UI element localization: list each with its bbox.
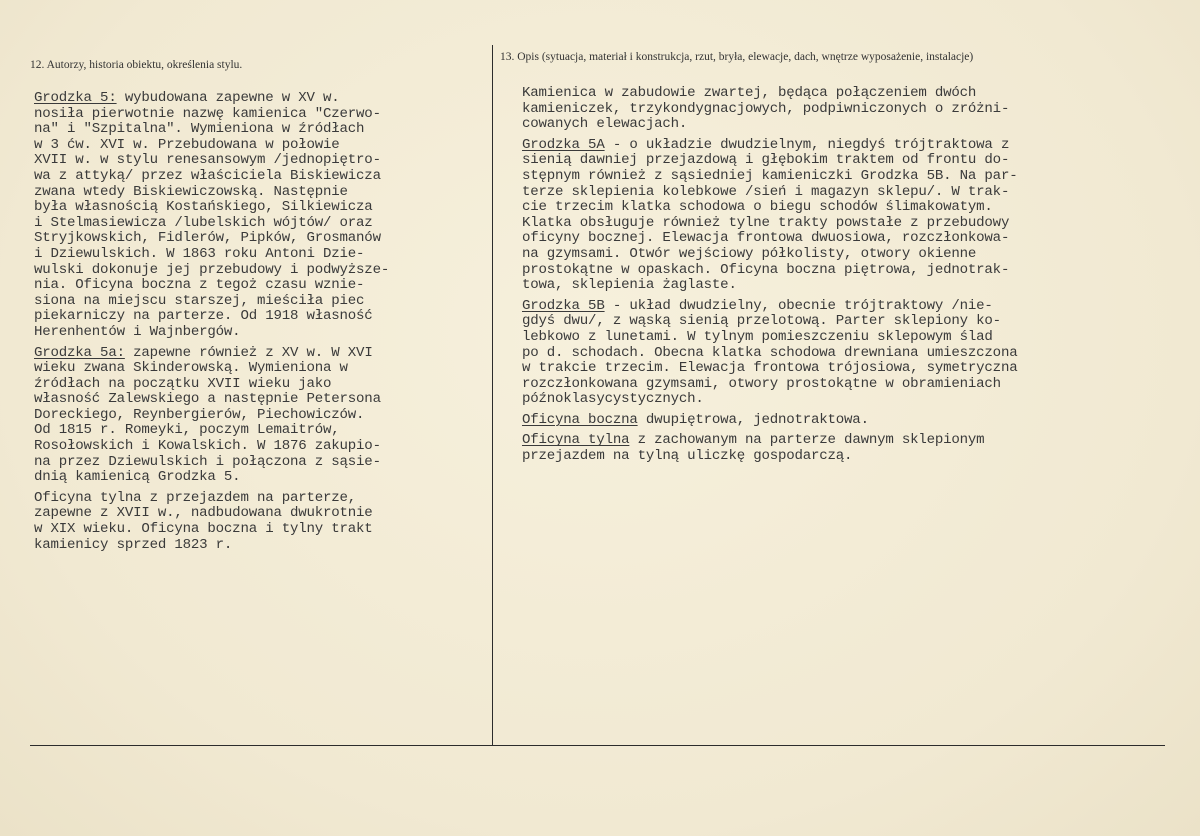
text-line: [34, 309, 489, 325]
text-line: [34, 138, 489, 154]
text-line: [34, 216, 489, 232]
text-line: [522, 346, 1162, 362]
text-line: [522, 216, 1162, 232]
line-text: wulski dokonuje jej przebudowy i podwyższe-: [34, 261, 390, 278]
text-line: [34, 506, 489, 522]
line-text: Od 1815 r. Romeyki, poczym Lemaitrów,: [34, 422, 340, 439]
line-text: na przez Dziewulskich i połączona z sąsie-: [34, 453, 381, 470]
line-text: po d. schodach. Obecna klatka schodowa drewniana umieszczona: [522, 344, 1018, 361]
line-text: Stryjkowskich, Fidlerów, Pipków, Grosmanów: [34, 230, 381, 247]
paragraph: [522, 138, 1162, 294]
line-text: z zachowanym na parterze dawnym sklepionym: [629, 432, 985, 449]
line-text: rozczłonkowana gzymsami, otwory prostokątne w obramieniach: [522, 375, 1001, 392]
text-line: [522, 86, 1162, 102]
line-text: dnią kamienicą Grodzka 5.: [34, 469, 241, 486]
paragraph: [522, 413, 1162, 429]
line-text: dwupiętrowa, jednotraktowa.: [637, 411, 869, 428]
text-line: [522, 314, 1162, 330]
text-line: [34, 278, 489, 294]
line-text: była własnością Kostańskiego, Silkiewicza: [34, 199, 373, 216]
paragraph-lead: Grodzka 5a:: [34, 344, 125, 361]
text-line: [522, 200, 1162, 216]
line-text: kamieniczek, trzykondygnacjowych, podpiwniczonych o zróżni-: [522, 100, 1010, 117]
line-text: stępnym również z sąsiedniej kamieniczki Grodzka 5B. Na par-: [522, 167, 1018, 184]
text-line: [522, 299, 1162, 315]
line-text: nia. Oficyna boczna z tegoż czasu wznie-: [34, 277, 365, 294]
text-line: [34, 361, 489, 377]
line-text: wa z attyką/ przez właściciela Biskiewicza: [34, 167, 381, 184]
section-12-header: 12. Autorzy, historia obiektu, określenia stylu.: [30, 59, 243, 71]
text-line: [522, 185, 1162, 201]
paragraph: [522, 299, 1162, 408]
text-line: [34, 263, 489, 279]
text-line: [34, 247, 489, 263]
line-text: Klatka obsługuje również tylne trakty powstałe z przebudowy: [522, 214, 1010, 231]
text-line: [34, 439, 489, 455]
text-line: [522, 169, 1162, 185]
line-text: - o układzie dwudzielnym, niegdyś trójtraktowa z: [604, 136, 1010, 153]
text-line: [522, 247, 1162, 263]
text-line: [522, 153, 1162, 169]
text-line: [34, 185, 489, 201]
paragraph: [34, 346, 489, 486]
line-text: w trakcie trzecim. Elewacja frontowa trójosiowa, symetryczna: [522, 360, 1018, 377]
text-line: [34, 470, 489, 486]
line-text: Rosołowskich i Kowalskich. W 1876 zakupio-: [34, 438, 381, 455]
text-line: [522, 263, 1162, 279]
line-text: gdyś dwu/, z wąską sienią przelotową. Parter sklepiony ko-: [522, 313, 1001, 330]
text-line: [522, 330, 1162, 346]
text-line: [34, 392, 489, 408]
line-text: cie trzecim klatka schodowa o biegu schodów ślimakowatym.: [522, 199, 993, 216]
text-line: [34, 455, 489, 471]
paragraph: [34, 91, 489, 341]
line-text: piekarniczy na parterze. Od 1918 własność: [34, 308, 373, 325]
line-text: i Stelmasiewicza /lubelskich wójtów/ oraz: [34, 214, 373, 231]
column-divider: [492, 45, 493, 745]
text-line: [34, 200, 489, 216]
line-text: towa, sklepienia żaglaste.: [522, 277, 737, 294]
text-line: [522, 433, 1162, 449]
text-line: [34, 107, 489, 123]
line-text: zapewne również z XV w. W XVI: [124, 344, 373, 361]
text-line: [522, 449, 1162, 465]
line-text: Herenhentów i Wajnbergów.: [34, 323, 241, 340]
line-text: - układ dwudzielny, obecnie trójtraktowy /nie-: [604, 297, 993, 314]
line-text: cowanych elewacjach.: [522, 116, 688, 133]
bottom-rule: [30, 745, 1165, 746]
text-line: [522, 138, 1162, 154]
line-text: i Dziewulskich. W 1863 roku Antoni Dzie-: [34, 245, 365, 262]
line-text: późnoklasycystycznych.: [522, 391, 704, 408]
text-line: [522, 117, 1162, 133]
text-line: [522, 278, 1162, 294]
text-line: [34, 122, 489, 138]
line-text: terze sklepienia kolebkowe /sień i magazyn sklepu/. W trak-: [522, 183, 1010, 200]
line-text: zapewne z XVII w., nadbudowana dwukrotnie: [34, 505, 373, 522]
text-line: [34, 231, 489, 247]
line-text: Kamienica w zabudowie zwartej, będąca połączeniem dwóch: [522, 85, 977, 101]
paragraph-lead: Grodzka 5A: [522, 136, 605, 153]
text-line: [34, 522, 489, 538]
paragraph-lead: Oficyna tylna: [522, 432, 630, 449]
text-line: [522, 102, 1162, 118]
text-line: [34, 169, 489, 185]
line-text: prostokątne w opaskach. Oficyna boczna piętrowa, jednotrak-: [522, 261, 1010, 278]
line-text: Oficyna tylna z przejazdem na parterze,: [34, 489, 357, 506]
text-line: [522, 231, 1162, 247]
line-text: przejazdem na tylną uliczkę gospodarczą.: [522, 448, 853, 465]
description-column: [522, 86, 1162, 470]
paragraph-lead: Grodzka 5B: [522, 297, 605, 314]
line-text: siona na miejscu starszej, mieściła piec: [34, 292, 365, 309]
line-text: wieku zwana Skinderowską. Wymieniona w: [34, 360, 348, 377]
paragraph-lead: Oficyna boczna: [522, 411, 638, 428]
line-text: nosiła pierwotnie nazwę kamienica "Czerwo-: [34, 105, 381, 122]
line-text: Doreckiego, Reynbergierów, Piechowiczów.: [34, 406, 365, 423]
line-text: na gzymsami. Otwór wejściowy półkolisty, otwory okienne: [522, 245, 977, 262]
text-line: [34, 346, 489, 362]
line-text: źródłach na początku XVII wieku jako: [34, 375, 332, 392]
text-line: [34, 153, 489, 169]
line-text: lebkowo z lunetami. W tylnym pomieszczeniu sklepowym ślad: [522, 328, 993, 345]
section-13-header: 13. Opis (sytuacja, materiał i konstrukcja, rzut, bryła, elewacje, dach, wnętrze wyposażenie, instalacje): [500, 51, 974, 63]
line-text: sienią dawniej przejazdową i głębokim traktem od frontu do-: [522, 152, 1010, 169]
text-line: [522, 392, 1162, 408]
history-column: [34, 91, 489, 558]
paragraph: [522, 433, 1162, 464]
line-text: oficyny bocznej. Elewacja frontowa dwuosiowa, rozczłonkowa-: [522, 230, 1010, 247]
text-line: [34, 325, 489, 341]
line-text: w 3 ćw. XVI w. Przebudowana w połowie: [34, 136, 340, 153]
line-text: na" i "Szpitalna". Wymieniona w źródłach: [34, 121, 365, 138]
line-text: kamienicy sprzed 1823 r.: [34, 536, 233, 553]
line-text: wybudowana zapewne w XV w.: [116, 90, 340, 106]
text-line: [522, 413, 1162, 429]
text-line: [34, 491, 489, 507]
text-line: [522, 361, 1162, 377]
line-text: zwana wtedy Biskiewiczowską. Następnie: [34, 183, 348, 200]
text-line: [34, 294, 489, 310]
paragraph: [34, 491, 489, 553]
line-text: w XIX wieku. Oficyna boczna i tylny trakt: [34, 521, 373, 538]
text-line: [34, 408, 489, 424]
text-line: [34, 91, 489, 107]
text-line: [34, 538, 489, 554]
paragraph-lead: Grodzka 5:: [34, 90, 117, 106]
text-line: [34, 377, 489, 393]
paragraph: [522, 86, 1162, 133]
line-text: XVII w. w stylu renesansowym /jednopiętro-: [34, 152, 381, 169]
text-line: [522, 377, 1162, 393]
line-text: własność Zalewskiego a następnie Petersona: [34, 391, 381, 408]
text-line: [34, 423, 489, 439]
